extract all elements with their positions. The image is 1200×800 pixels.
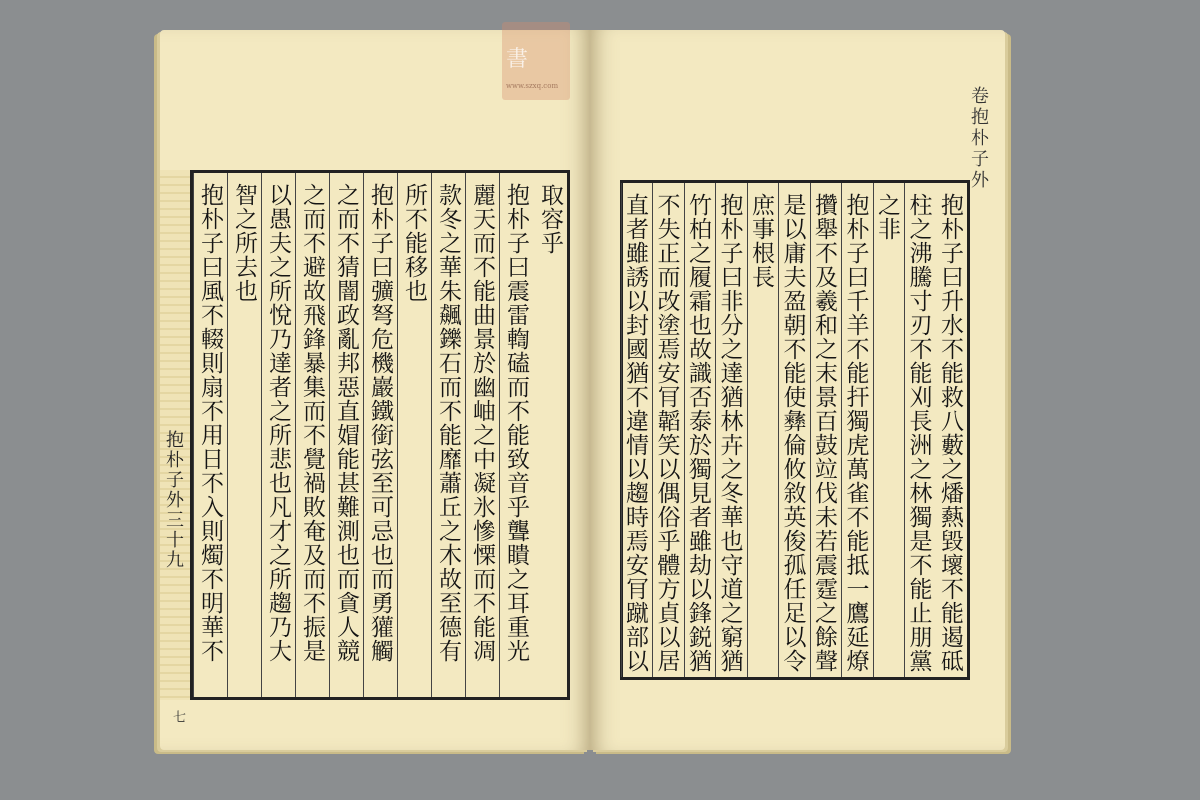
- text-column: 以愚夫之所悅乃達者之所悲也凡才之所趨乃大: [261, 173, 295, 697]
- text-column: 抱朴子曰非分之達猶林卉之冬華也守道之窮猶: [715, 183, 747, 677]
- left-text-frame: [190, 170, 570, 700]
- text-column: 不失正而改塗焉安肎韜笑以偶俗乎體方貞以居: [652, 183, 684, 677]
- text-column: 攢舉不及羲和之末景百鼓竝伐未若震霆之餘聲: [810, 183, 842, 677]
- text-column: 智之所去也: [227, 173, 261, 697]
- right-text-frame: [620, 180, 970, 680]
- text-column: 之而不猜闇政亂邦惡直媢能甚難測也而貪人競: [329, 173, 363, 697]
- text-column: 麗天而不能曲景於幽岫之中凝氷慘慄而不能凋: [465, 173, 499, 697]
- text-column: 取容乎: [537, 183, 563, 255]
- seal-url: www.szxq.com: [506, 82, 559, 90]
- seal-text: 書: [506, 47, 531, 72]
- text-column: 抱朴子曰升水不能救八藪之燔爇毀壞不能遏砥: [937, 193, 963, 673]
- text-column: 款冬之華朱飆鑠石而不能靡蕭丘之木故至德有: [431, 173, 465, 697]
- text-column: 柱之沸騰寸刃不能刈長洲之林獨是不能止朋黨: [904, 183, 936, 677]
- text-column: 是以庸夫盈朝不能使彝倫攸敘英俊孤任足以令: [778, 183, 810, 677]
- text-column: 所不能移也: [397, 173, 431, 697]
- library-seal-stamp: [502, 22, 570, 100]
- left-margin-title: 抱朴子外三十九: [163, 430, 184, 570]
- right-margin-title: 卷抱朴子外: [968, 86, 989, 191]
- text-column: 庶事根長: [747, 183, 779, 677]
- page-number: 七: [170, 710, 185, 723]
- text-column: 之而不避故飛鋒暴集而不覺禍敗奄及而不振是: [295, 173, 329, 697]
- left-page: [160, 30, 590, 750]
- left-margin-fishtail: [160, 170, 192, 723]
- open-book: [160, 30, 1010, 755]
- text-column: 抱朴子曰彍弩危機巖鐵銜弦至可忌也而勇獾觸: [363, 173, 397, 697]
- text-column: 之非: [873, 183, 905, 677]
- text-column: 直者雖誘以封國猶不違情以趨時焉安肎蹴部以: [621, 183, 653, 677]
- text-column: 抱朴子曰千羊不能扞獨虎萬雀不能抵一鷹延燎: [841, 183, 873, 677]
- text-column: 抱朴子曰風不輟則扇不用日不入則燭不明華不: [193, 173, 227, 697]
- text-column: 抱朴子曰震雷輷磕而不能致音乎聾瞶之耳重光: [499, 173, 533, 697]
- right-page: [590, 30, 1005, 750]
- text-column: 竹柏之履霜也故識否泰於獨見者雖劫以鋒鋭猶: [684, 183, 716, 677]
